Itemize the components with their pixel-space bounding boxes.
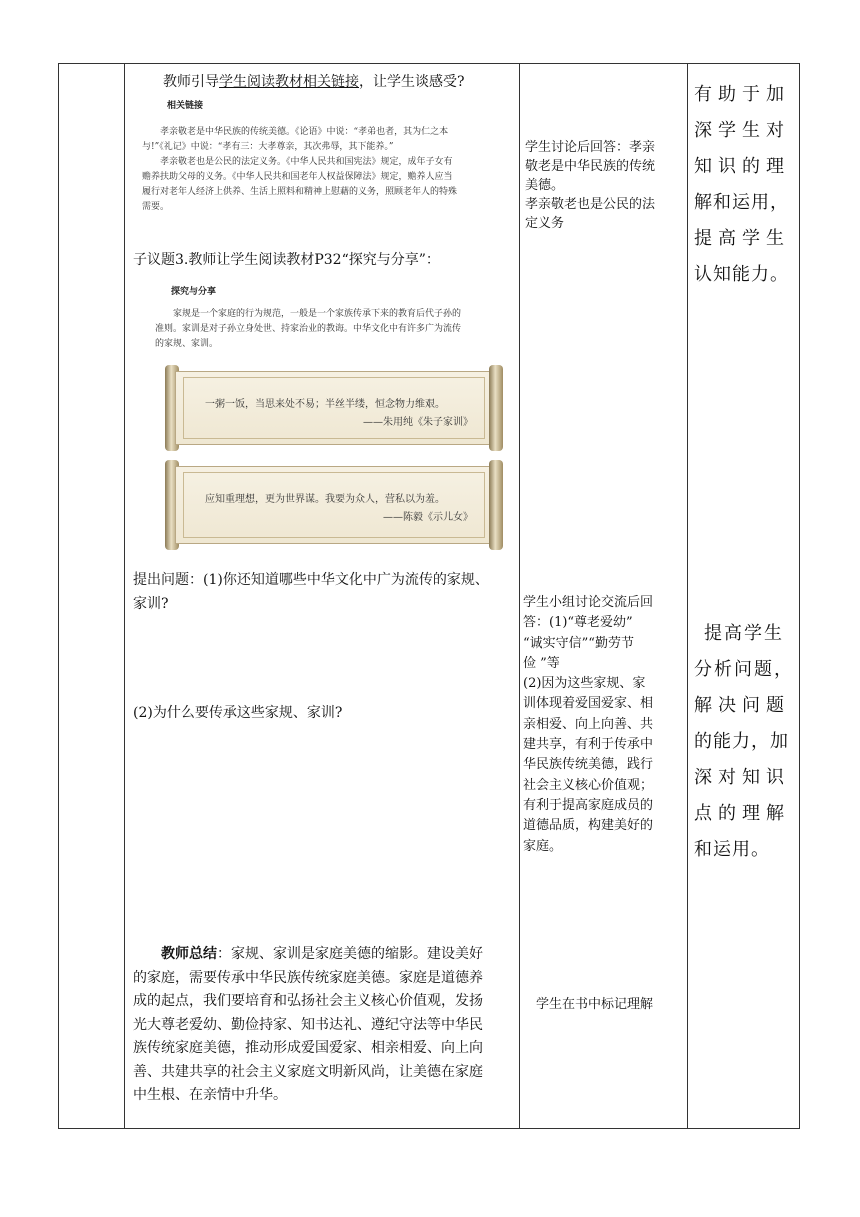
question-1: 提出问题：(1)你还知道哪些中华文化中广为流传的家规、 家训? — [133, 572, 489, 612]
related-link-line: 赡养扶助父母的义务。《中华人民共和国老年人权益保障法》规定，赡养人应当 — [142, 172, 453, 182]
summary-label: 教师总结 — [161, 946, 217, 962]
textbook-link-phrase: 学生阅读教材相关链接 — [219, 74, 359, 90]
explore-share-line: 准则。家训是对子孙立身处世、持家治业的教诲。中华文化中有许多广为流传 — [155, 324, 462, 334]
explore-share-line: 家规是一个家庭的行为规范，一般是一个家族传承下来的教育后代子孙的 — [173, 309, 462, 319]
scroll-rod — [489, 460, 503, 550]
related-link-line: 孝亲敬老是中华民族的传统美德。《论语》中说：“孝弟也者，其为仁之本 — [160, 127, 449, 137]
teacher-guide-text: 教师引导学生阅读教材相关链接，让学生谈感受? — [163, 74, 465, 90]
student-answer-1: 学生讨论后回答：孝亲 敬老是中华民族的传统 美德。 孝亲敬老也是公民的法 定义务 — [525, 140, 656, 231]
motto-text: 一粥一饭，当思来处不易；半丝半缕，恒念物力维艰。 — [205, 399, 445, 410]
motto-source: ——陈毅《示儿女》 — [383, 512, 473, 523]
design-intent-2: 提高学生 分析问题， 解决问题 的能力，加 深对知识 点的理解 和运用。 — [694, 623, 794, 860]
related-link-line: 需要。 — [142, 202, 170, 212]
column-divider — [124, 64, 125, 1128]
student-answer-2: 学生小组讨论交流后回 答：(1)“尊老爱幼” “诚实守信”“勤劳节 俭 ”等 (2)因为这些家规、家 训体现着爱国爱家、相 亲相爱、向上向善、共 建共享，有利于传承中 华民族传统美德，践行 社会主义核心价值观； 有利于提高家庭成员的 道德品质，构建美好的 家庭。 — [523, 595, 654, 854]
explore-share-box — [155, 284, 520, 352]
related-link-title: 相关链接 — [167, 101, 204, 111]
column-divider — [687, 64, 688, 1128]
teacher-summary: 教师总结：家规、家训是家庭美德的缩影。建设美好 的家庭，需要传承中华民族传统家庭美德。家庭是道德养 成的起点，我们要培育和弘扬社会主义核心价值观，发扬 光大尊老爱幼、勤俭持家、知书达礼、遵纪守法等中华民 族传统家庭美德，推动形成爱国爱家、相亲相爱、向上向 善、共建共享的社会主义家庭文明新风尚，让美德在家庭 中生根、在亲情中升华。 — [133, 946, 483, 1103]
sub-topic-3-heading: 子议题3.教师让学生阅读教材P32“探究与分享”： — [133, 252, 440, 268]
explore-share-title: 探究与分享 — [171, 287, 217, 297]
related-link-line: 与!”《礼记》中说：“孝有三：大孝尊亲，其次弗辱，其下能养。” — [142, 142, 394, 152]
student-answer-3: 学生在书中标记理解 — [536, 997, 654, 1012]
family-motto-scroll-2 — [165, 460, 503, 550]
column-divider — [519, 64, 520, 1128]
motto-text: 应知重理想，更为世界谋。我要为众人，营私以为羞。 — [205, 494, 445, 505]
related-link-line: 履行对老年人经济上供养、生活上照料和精神上慰藉的义务，照顾老年人的特殊 — [142, 187, 458, 197]
scroll-rod — [489, 365, 503, 451]
design-intent-1: 有助于加 深学生对 知识的理 解和运用， 提高学生 认知能力。 — [694, 84, 790, 285]
question-2: (2)为什么要传承这些家规、家训? — [133, 705, 343, 721]
related-link-line: 孝亲敬老也是公民的法定义务。《中华人民共和国宪法》规定，成年子女有 — [160, 157, 453, 167]
motto-source: ——朱用纯《朱子家训》 — [363, 417, 473, 428]
explore-share-line: 的家规、家训。 — [155, 339, 219, 349]
related-link-box — [142, 98, 517, 215]
family-motto-scroll-1 — [165, 365, 503, 451]
